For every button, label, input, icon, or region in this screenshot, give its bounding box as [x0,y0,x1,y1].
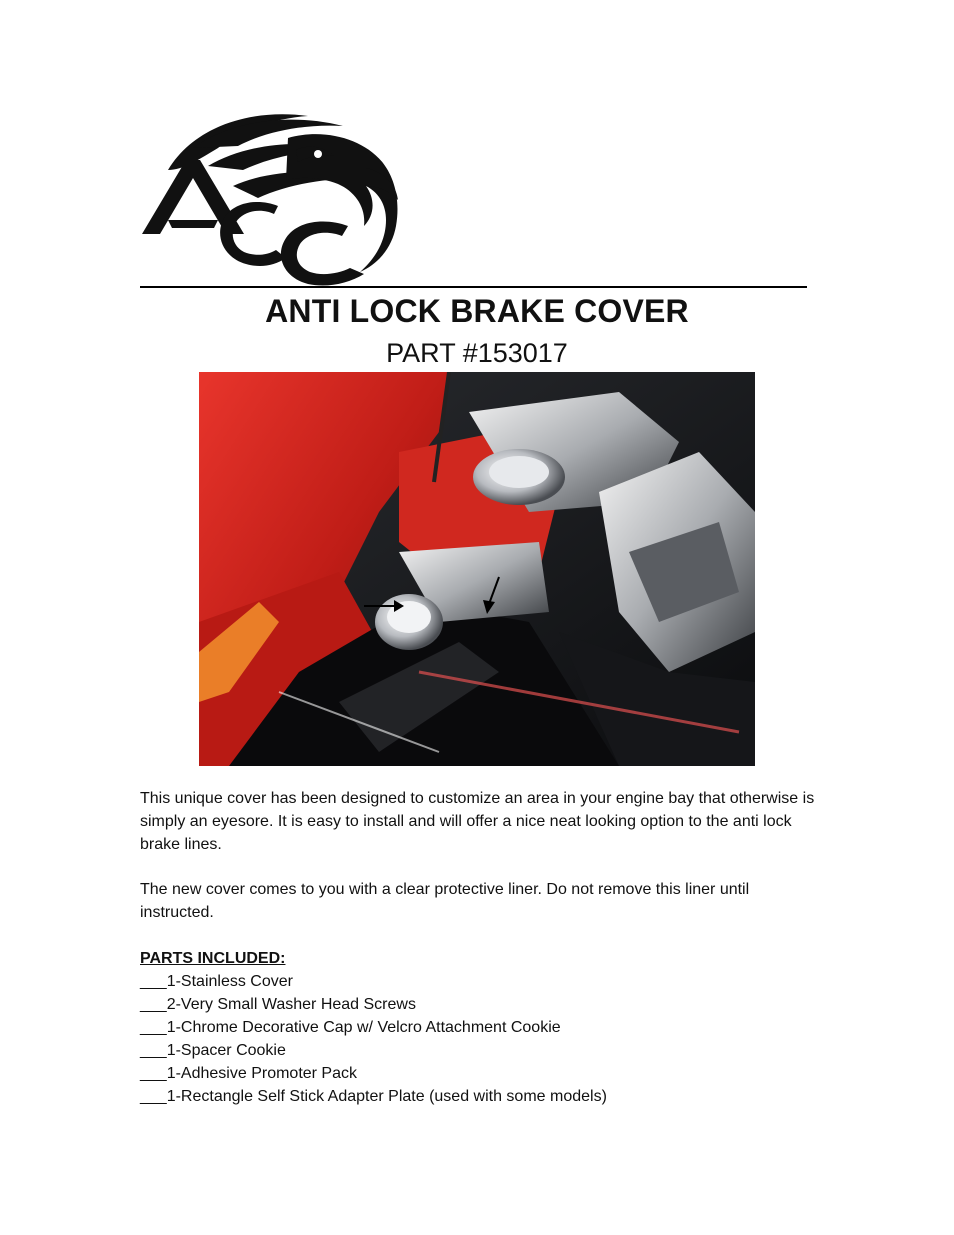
parts-list [140,970,607,1108]
engine-bay-photo [199,372,755,766]
liner-notice-paragraph: The new cover comes to you with a clear protective liner. Do not remove this liner until instructed. [140,881,750,921]
list-item: ___1-Chrome Decorative Cap w/ Velcro Attachment Cookie [140,1019,561,1036]
list-item: ___1-Rectangle Self Stick Adapter Plate (used with some models) [140,1088,607,1105]
part-number: PART #153017 [386,338,568,368]
page-title: ANTI LOCK BRAKE COVER [265,293,689,329]
parts-included-heading: PARTS INCLUDED: [140,950,286,967]
acc-eagle-logo-icon [138,108,404,288]
list-item: ___2-Very Small Washer Head Screws [140,996,416,1013]
list-item: ___1-Spacer Cookie [140,1042,286,1059]
header-divider [140,286,807,288]
intro-paragraph: This unique cover has been designed to customize an area in your engine bay that otherwise is simply an eyesore. It is easy to install and will offer a nice neat looking option to the anti lock brake lines. [140,790,815,853]
list-item: ___1-Adhesive Promoter Pack [140,1065,357,1082]
list-item: ___1-Stainless Cover [140,973,293,990]
